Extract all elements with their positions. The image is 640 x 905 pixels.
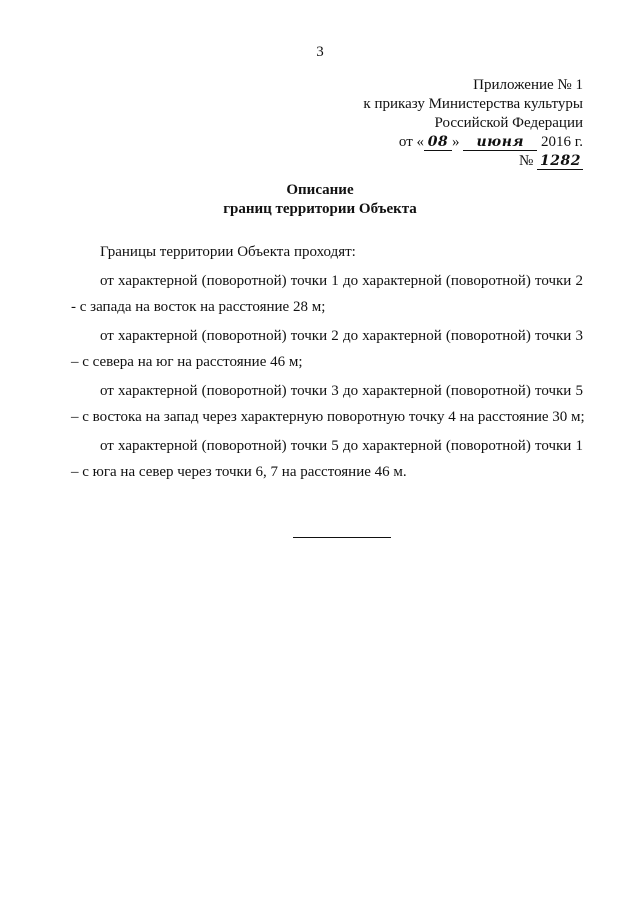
segment-4-line-1: от характерной (поворотной) точки 5 до характерной (поворотной) точки 1 (100, 438, 583, 454)
segment-4-line-2: – с юга на север через точки 6, 7 на расстояние 46 м. (71, 464, 407, 480)
segment-paragraph-4 (71, 433, 583, 485)
segment-paragraph-1 (71, 268, 583, 320)
page-number: 3 (316, 44, 324, 60)
appendix-title: Приложение № 1 (473, 77, 583, 93)
number-prefix: № (518, 153, 534, 169)
title-line-2: границ территории Объекта (223, 201, 417, 217)
document-body (71, 239, 583, 485)
segment-1-line-2: - с запада на восток на расстояние 28 м; (71, 299, 326, 315)
segment-paragraph-3 (71, 378, 583, 430)
title-line-1: Описание (286, 182, 354, 198)
segment-2-line-2: – с севера на юг на расстояние 46 м; (71, 354, 303, 370)
appendix-date (363, 133, 583, 152)
handwritten-date-day: 08 (424, 135, 452, 151)
date-year: 2016 г. (541, 134, 583, 150)
appendix-order-ref: к приказу Министерства культуры (363, 96, 583, 112)
end-divider-line (293, 537, 391, 538)
segment-paragraph-2 (71, 323, 583, 375)
segment-2-line-1: от характерной (поворотной) точки 2 до характерной (поворотной) точки 3 (100, 328, 583, 344)
segment-1-line-1: от характерной (поворотной) точки 1 до характерной (поворотной) точки 2 (100, 273, 583, 289)
date-prefix: от « (398, 134, 425, 150)
appendix-block (363, 76, 583, 171)
document-title (0, 181, 640, 219)
date-mid: » (452, 134, 460, 150)
handwritten-order-number: 1282 (537, 154, 583, 170)
appendix-authority: Российской Федерации (434, 115, 583, 131)
handwritten-date-month: июня (463, 135, 537, 151)
segment-3-line-2: – с востока на запад через характерную поворотную точку 4 на расстояние 30 м; (71, 409, 585, 425)
segment-3-line-1: от характерной (поворотной) точки 3 до характерной (поворотной) точки 5 (100, 383, 583, 399)
appendix-number (363, 152, 583, 171)
intro-paragraph: Границы территории Объекта проходят: (100, 244, 356, 260)
